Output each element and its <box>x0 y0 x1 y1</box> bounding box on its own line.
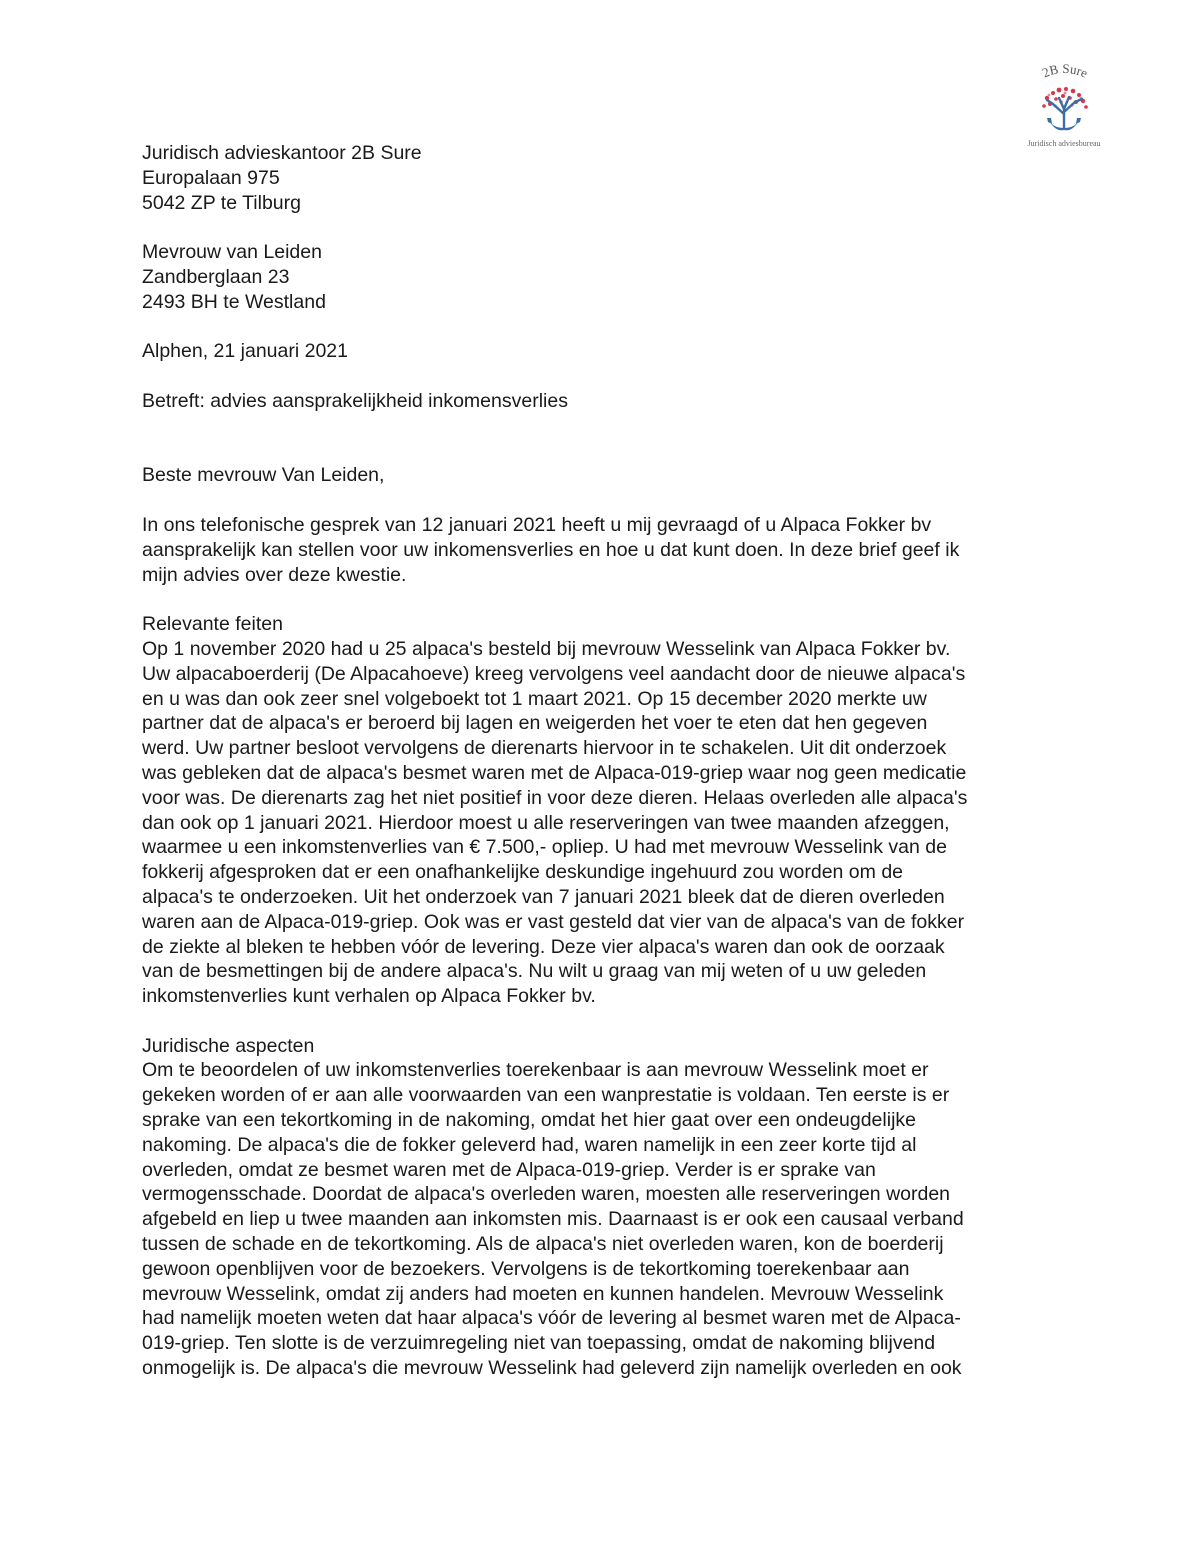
svg-text:2B Sure <box>1040 62 1090 81</box>
paragraph-line: Uw alpacaboerderij (De Alpacahoeve) kreeg vervolgens veel aandacht door de nieuwe alpaca's <box>142 662 966 685</box>
paragraph-line: inkomstenverlies kunt verhalen op Alpaca Fokker bv. <box>142 985 596 1008</box>
letter-body <box>142 141 1062 1381</box>
paragraph-line: mijn advies over deze kwestie. <box>142 563 407 586</box>
paragraph-line: alpaca's te onderzoeken. Uit het onderzoek van 7 januari 2021 bleek dat de dieren overleden <box>142 885 945 908</box>
paragraph-line: afgebeld en liep u twee maanden aan inkomsten mis. Daarnaast is er ook een causaal verband <box>142 1208 964 1231</box>
recipient-line: Mevrouw van Leiden <box>142 241 322 264</box>
paragraph-line: Op 1 november 2020 had u 25 alpaca's besteld bij mevrouw Wesselink van Alpaca Fokker bv. <box>142 637 951 660</box>
paragraph-line: In ons telefonische gesprek van 12 januari 2021 heeft u mij gevraagd of u Alpaca Fokker bv <box>142 513 932 536</box>
paragraph-line: waren aan de Alpaca-019-griep. Ook was er vast gesteld dat vier van de alpaca's van de fokker <box>142 910 965 933</box>
facts-section <box>142 612 1062 1009</box>
paragraph-line: waarmee u een inkomstenverlies van € 7.500,- opliep. U had met mevrouw Wesselink van de <box>142 836 947 859</box>
paragraph-line: partner dat de alpaca's er beroerd bij lagen en weigerden het voer te eten dat hen gegeven <box>142 712 928 735</box>
section-heading: Relevante feiten <box>142 613 283 636</box>
legal-section <box>142 1034 1062 1381</box>
salutation: Beste mevrouw Van Leiden, <box>142 464 385 487</box>
letter-date: Alphen, 21 januari 2021 <box>142 340 348 363</box>
logo-name: 2B Sure <box>1040 62 1090 81</box>
sender-line: Juridisch advieskantoor 2B Sure <box>142 142 422 164</box>
sender-line: 5042 ZP te Tilburg <box>142 191 301 214</box>
paragraph-line: had namelijk moeten weten dat haar alpaca's vóór de levering al besmet waren met de Alpaca- <box>142 1307 961 1330</box>
paragraph-line: dan ook op 1 januari 2021. Hierdoor moest u alle reserveringen van twee maanden afzeggen, <box>142 811 950 834</box>
paragraph-line: mevrouw Wesselink, omdat zij anders had moeten en kunnen handelen. Mevrouw Wesselink <box>142 1282 944 1305</box>
paragraph-line: gewoon openblijven voor de bezoekers. Vervolgens is de tekortkoming toerekenbaar aan <box>142 1257 910 1280</box>
paragraph-line: overleden, omdat ze besmet waren met de Alpaca-019-griep. Verder is er sprake van <box>142 1158 876 1181</box>
sender-address <box>142 141 1062 215</box>
paragraph-line: was gebleken dat de alpaca's besmet waren met de Alpaca-019-griep waar nog geen medicatie <box>142 761 967 784</box>
paragraph-line: sprake van een tekortkoming in de nakoming, omdat het hier gaat over een ondeugdelijke <box>142 1109 916 1132</box>
letter-subject: Betreft: advies aansprakelijkheid inkomensverlies <box>142 389 568 412</box>
paragraph-line: vermogensschade. Doordat de alpaca's overleden waren, moesten alle reserveringen worden <box>142 1183 951 1206</box>
paragraph-line: aansprakelijk kan stellen voor uw inkomensverlies en hoe u dat kunt doen. In deze brief geef ik <box>142 538 960 561</box>
paragraph-line: voor was. De dierenarts zag het niet positief in voor deze dieren. Helaas overleden alle alpaca's <box>142 786 968 809</box>
paragraph-line: Om te beoordelen of uw inkomstenverlies toerekenbaar is aan mevrouw Wesselink moet er <box>142 1059 929 1082</box>
recipient-address <box>142 240 1062 314</box>
paragraph-line: nakoming. De alpaca's die de fokker geleverd had, waren namelijk in een zeer korte tijd al <box>142 1133 917 1156</box>
logo-subtitle: Juridisch adviesbureau <box>1027 139 1101 148</box>
paragraph-line: onmogelijk is. De alpaca's die mevrouw Wesselink had geleverd zijn namelijk overleden en ook <box>142 1357 962 1380</box>
recipient-line: 2493 BH te Westland <box>142 290 326 313</box>
paragraph-line: werd. Uw partner besloot vervolgens de dierenarts hiervoor in te schakelen. Uit dit onderzoek <box>142 737 947 760</box>
recipient-line: Zandberglaan 23 <box>142 265 290 288</box>
paragraph-line: 019-griep. Ten slotte is de verzuimregeling niet van toepassing, omdat de nakoming blijvend <box>142 1332 936 1355</box>
intro-paragraph <box>142 513 1062 587</box>
section-heading: Juridische aspecten <box>142 1034 315 1057</box>
paragraph-line: van de besmettingen bij de andere alpaca's. Nu wilt u graag van mij weten of u uw geleden <box>142 960 927 983</box>
paragraph-line: gekeken worden of er aan alle voorwaarden van een wanprestatie is voldaan. Ten eerste is er <box>142 1084 950 1107</box>
paragraph-line: en u was dan ook zeer snel volgeboekt tot 1 maart 2021. Op 15 december 2020 merkte uw <box>142 687 927 710</box>
paragraph-line: tussen de schade en de tekortkoming. Als de alpaca's niet overleden waren, kon de boerderij <box>142 1233 944 1256</box>
paragraph-line: de ziekte al bleken te hebben vóór de levering. Deze vier alpaca's waren dan ook de oorzaak <box>142 935 945 958</box>
paragraph-line: fokkerij afgesproken dat er een onafhankelijke deskundige ingehuurd zou worden om de <box>142 861 904 884</box>
sender-line: Europalaan 975 <box>142 166 280 189</box>
